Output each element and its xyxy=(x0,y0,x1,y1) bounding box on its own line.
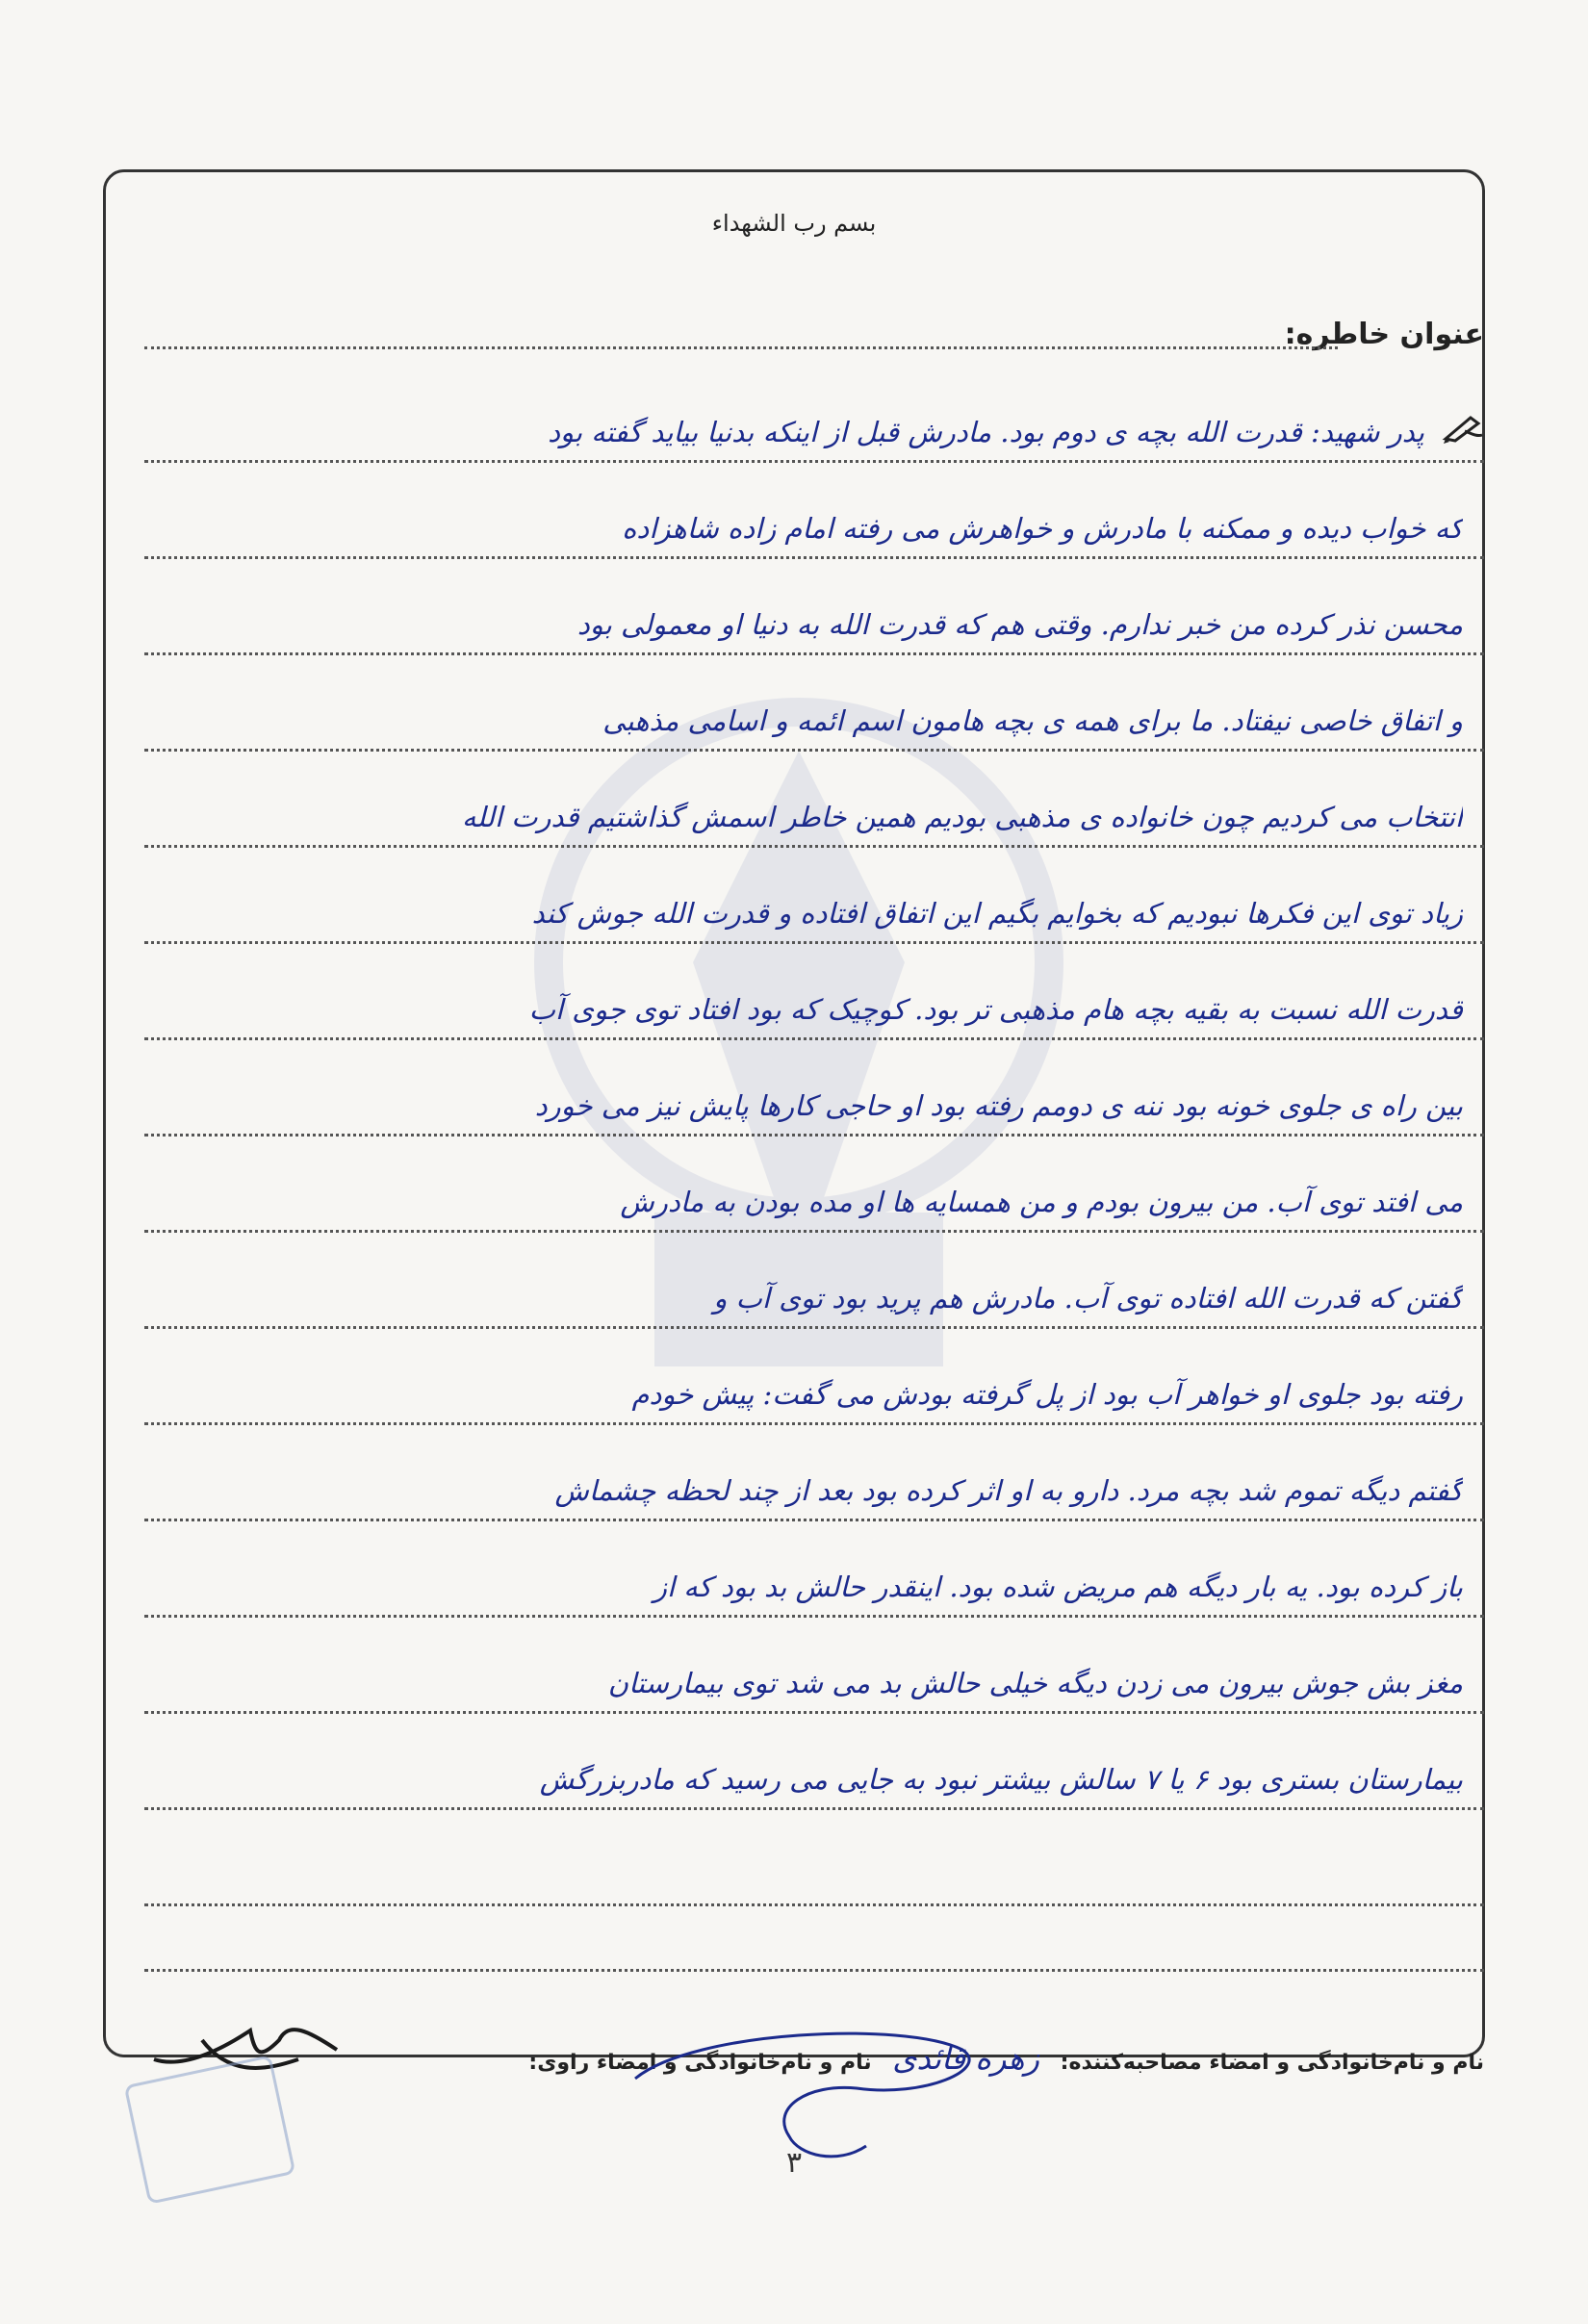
ruled-line xyxy=(144,1422,1484,1425)
memoir-line: مغز بش جوش بیرون می زدن دیگه خیلی حالش بد می شد توی بیمارستان xyxy=(607,1667,1463,1699)
memoir-line: قدرت الله نسبت به بقیه بچه هام مذهبی تر بود. کوچیک که بود افتاد توی جوی آب xyxy=(528,993,1463,1026)
ruled-line xyxy=(144,749,1484,752)
page-number: ٣ xyxy=(785,2146,803,2180)
ruled-line xyxy=(144,1519,1484,1521)
page-header: بسم رب الشهداء xyxy=(711,210,877,237)
ruled-line xyxy=(144,1615,1484,1618)
ruled-line xyxy=(144,556,1484,559)
interviewer-name: زهره قائدی xyxy=(892,2040,1039,2077)
interviewer-label: نام و نام‌خانوادگی و امضاء مصاحبه‌کننده: xyxy=(1060,2051,1484,2075)
ruled-line xyxy=(144,1326,1484,1329)
memoir-line: پدر شهید: قدرت الله بچه ی دوم بود. مادرش قبل از اینکه بدنیا بیاید گفته بود xyxy=(548,416,1424,448)
memo-title-line xyxy=(144,346,1338,349)
ruled-line xyxy=(144,1230,1484,1233)
memoir-line: و اتفاق خاصی نیفتاد. ما برای همه ی بچه هامون اسم ائمه و اسامی مذهبی xyxy=(602,704,1463,737)
memoir-line: می افتد توی آب. من بیرون بودم و من همسایه ها او مده بودن به مادرش xyxy=(620,1186,1463,1218)
memoir-line: که خواب دیده و ممکنه با مادرش و خواهرش می رفته امام زاده شاهزاده xyxy=(622,512,1463,545)
memo-title-label: عنوان خاطره: xyxy=(1284,318,1484,351)
ruled-line xyxy=(144,845,1484,848)
memoir-line: محسن نذر کرده من خبر ندارم. وقتی هم که قدرت الله به دنیا او معمولی بود xyxy=(576,608,1463,641)
ruled-line xyxy=(144,941,1484,944)
ruled-line xyxy=(144,1969,1484,1972)
ruled-line xyxy=(144,1037,1484,1040)
ruled-line xyxy=(144,652,1484,655)
ruled-line xyxy=(144,460,1484,463)
memoir-line: باز کرده بود. یه بار دیگه هم مریض شده بود. اینقدر حالش بد بود که از xyxy=(653,1571,1463,1603)
memoir-line: گفتن که قدرت الله افتاده توی آب. مادرش هم پرید بود توی آب و xyxy=(713,1282,1463,1315)
memoir-line: گفتم دیگه تموم شد بچه مرد. دارو به او اثر کرده بود بعد از چند لحظه چشماش xyxy=(554,1474,1463,1507)
ruled-line xyxy=(144,1711,1484,1714)
memoir-line: انتخاب می کردیم چون خانواده ی مذهبی بودیم همین خاطر اسمش گذاشتیم قدرت الله xyxy=(461,801,1463,833)
ruled-line xyxy=(144,1807,1484,1810)
writing-hand-icon xyxy=(1442,412,1484,445)
memoir-line: زیاد توی این فکرها نبودیم که بخوایم بگیم این اتفاق افتاده و قدرت الله جوش کند xyxy=(531,897,1463,930)
memoir-line: بین راه ی جلوی خونه بود ننه ی دومم رفته بود او حاجی کارها پایش نیز می خورد xyxy=(534,1089,1463,1122)
memoir-line: رفته بود جلوی او خواهر آب بود از پل گرفته بودش می گفت: پیش خودم xyxy=(631,1378,1463,1411)
narrator-label: نام و نام‌خانوادگی و امضاء راوی: xyxy=(528,2051,872,2075)
ruled-line xyxy=(144,1903,1484,1906)
memoir-line: بیمارستان بستری بود ۶ یا ۷ سالش بیشتر نبود به جایی می رسید که مادربزرگش xyxy=(539,1763,1463,1796)
ruled-line xyxy=(144,1134,1484,1136)
